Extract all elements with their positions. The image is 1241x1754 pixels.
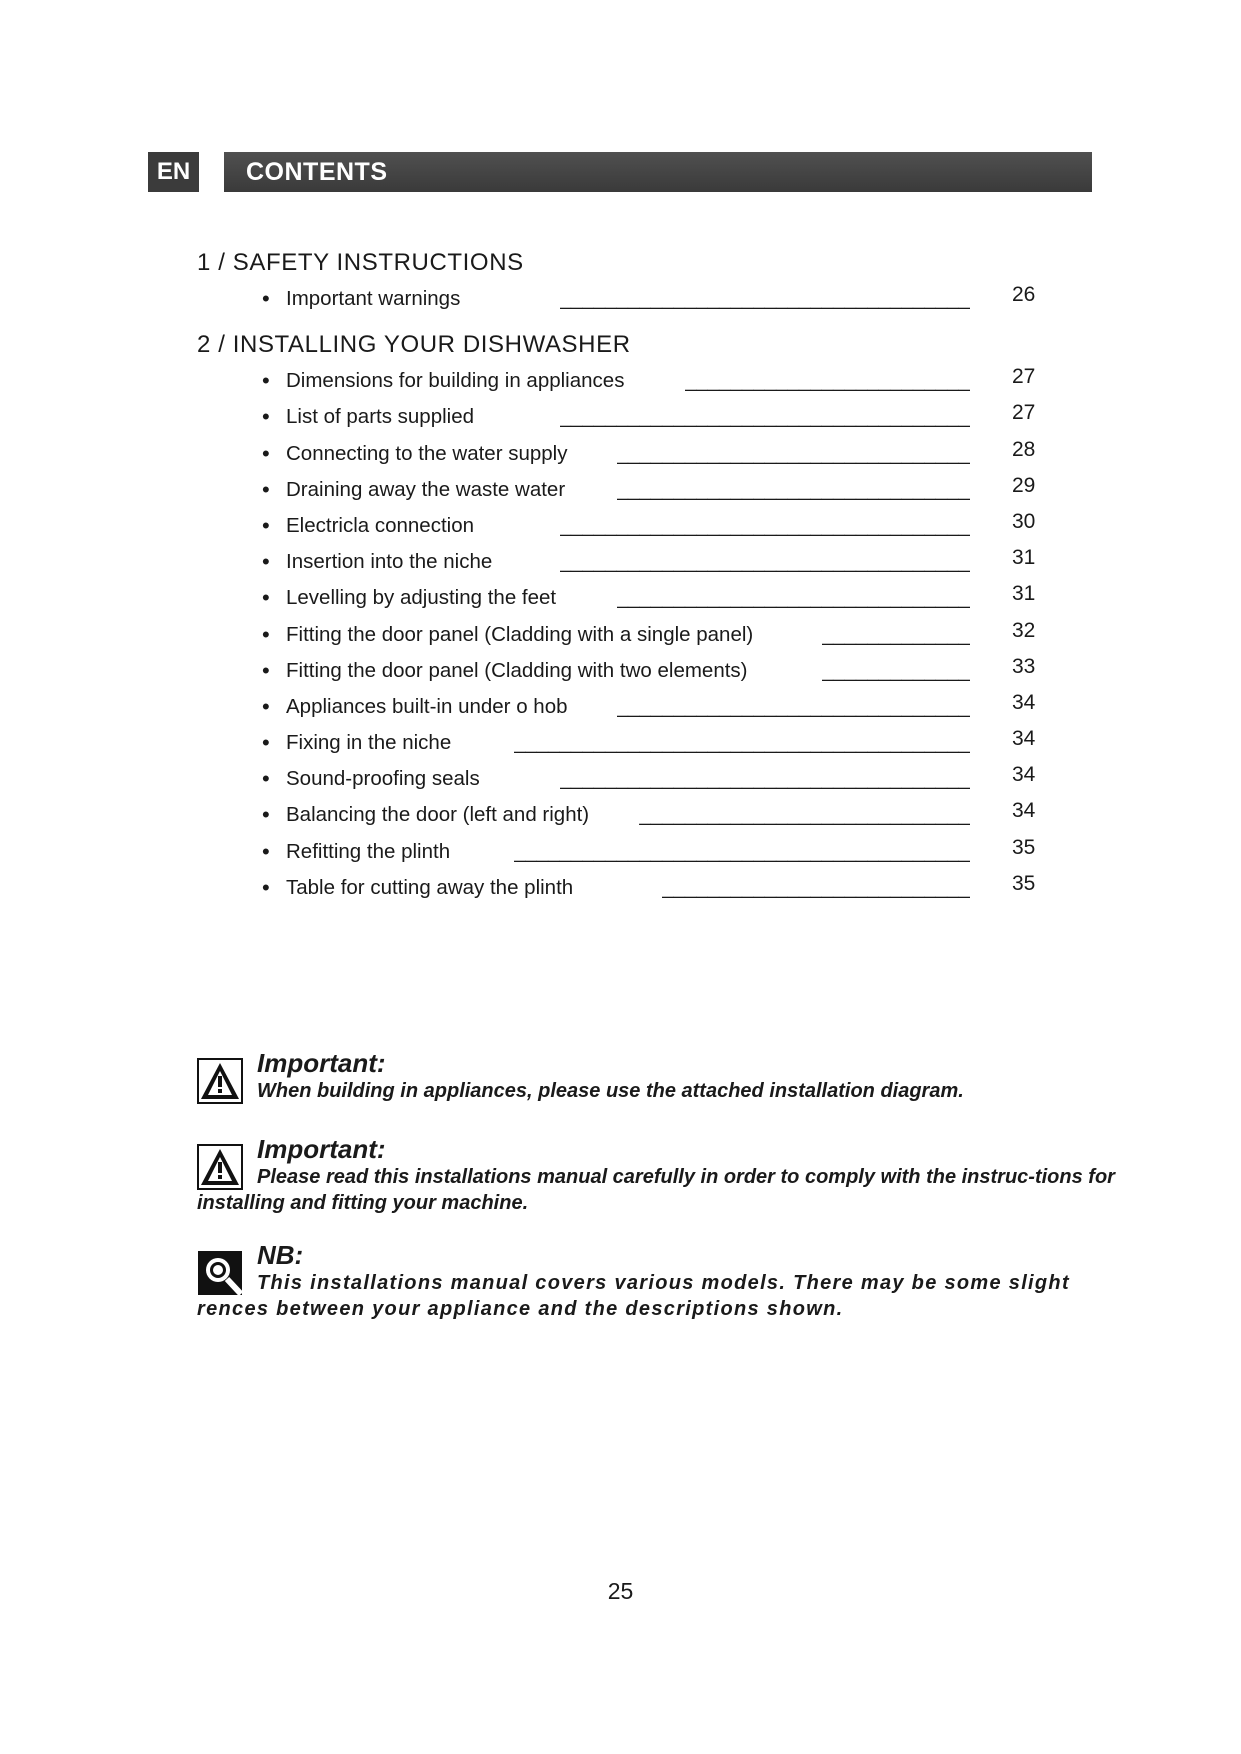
toc-section-title: 2 / INSTALLING YOUR DISHWASHER [197,331,631,359]
toc-leader-line: ____________________________________ [559,767,970,791]
toc-entry-label: Draining away the waste water [286,477,566,501]
toc-leader-line: _______________________________ [616,694,970,718]
toc-entry[interactable] [197,834,1077,870]
toc-leader-line: ____________________________________ [559,287,970,310]
toc-leader-line: _____________________________ [639,803,970,827]
toc-entry[interactable] [197,653,1077,689]
bullet-icon: • [262,286,270,311]
toc-entry[interactable] [197,508,1077,544]
note-heading: Important: [257,1048,386,1078]
bullet-icon: • [262,838,270,864]
toc-entry-label: Fitting the door panel (Cladding with two elements) [286,658,748,682]
toc-page-number: 26 [1012,283,1036,306]
toc-leader-line: ___________________________ [662,875,970,899]
toc-entry[interactable] [197,472,1077,508]
toc-entry[interactable] [197,617,1077,653]
toc-page-number: 35 [1012,835,1036,859]
toc-leader-line: ________________________________________ [513,731,970,755]
table-of-contents [197,245,1077,906]
toc-entry-label: Sound-proofing seals [286,767,480,791]
bullet-icon: • [262,693,270,719]
toc-entry-label: Fixing in the niche [286,731,452,755]
note-text: Please read this installations manual carefully in order to comply with the instruc-tions for installing and fitting your machine. [197,1166,1115,1214]
toc-page-number: 34 [1012,799,1036,823]
toc-entry[interactable] [197,281,1077,317]
toc-entry[interactable] [197,580,1077,616]
toc-page-number: 32 [1012,618,1036,642]
toc-leader-line: _______________________________ [616,586,970,610]
bullet-icon: • [262,766,270,792]
toc-entry-label: Fitting the door panel (Cladding with a single panel) [286,622,754,646]
toc-page-number: 31 [1012,582,1036,606]
bullet-icon: • [262,621,270,647]
toc-page-number: 28 [1012,437,1036,461]
toc-page-number: 34 [1012,727,1036,751]
bullet-icon: • [262,404,270,430]
toc-entry-label: Levelling by adjusting the feet [286,586,557,610]
toc-page-number: 27 [1012,365,1036,389]
toc-entry-label: Dimensions for building in appliances [286,369,625,393]
note-heading: NB: [257,1240,304,1270]
toc-page-number: 27 [1012,401,1036,425]
toc-entry[interactable] [197,436,1077,472]
toc-leader-line: ____________________________________ [559,550,970,574]
toc-leader-line: _______________________________ [616,477,970,501]
page-title: CONTENTS [224,152,1092,192]
bullet-icon: • [262,549,270,575]
toc-entry[interactable] [197,399,1077,435]
toc-entry-label: List of parts supplied [286,405,475,429]
note-text: This installations manual covers various models. There may be some slight rences between your appliance and the descriptions shown. [197,1272,1070,1320]
toc-entry-label: Connecting to the water supply [286,441,568,465]
toc-page-number: 30 [1012,509,1036,533]
toc-entry[interactable] [197,689,1077,725]
toc-entry-label: Important warnings [286,287,461,310]
bullet-icon: • [262,657,270,683]
toc-leader-line: _______________________________ [616,441,970,465]
page-number: 25 [607,1578,634,1604]
bullet-icon: • [262,368,270,394]
bullet-icon: • [262,730,270,756]
bullet-icon: • [262,874,270,900]
toc-entry-label: Balancing the door (left and right) [286,803,590,827]
toc-entry[interactable] [197,363,1077,399]
toc-page-number: 34 [1012,763,1036,787]
toc-page-number: 29 [1012,473,1036,497]
toc-page-number: 33 [1012,654,1036,678]
toc-entry-label: Appliances built-in under o hob [286,694,568,718]
toc-entry[interactable] [197,544,1077,580]
toc-leader-line: _____________ [821,658,970,682]
toc-entry[interactable] [197,761,1077,797]
toc-entry-label: Refitting the plinth [286,839,451,863]
bullet-icon: • [262,512,270,538]
toc-page-number: 35 [1012,871,1036,895]
toc-entry-label: Insertion into the niche [286,550,493,574]
toc-entry[interactable] [197,725,1077,761]
toc-entry-label: Table for cutting away the plinth [286,875,574,899]
note-text: When building in appliances, please use the attached installation diagram. [257,1080,964,1102]
bullet-icon: • [262,585,270,611]
toc-entry-label: Electricla connection [286,513,475,537]
bullet-icon: • [262,440,270,466]
note-heading: Important: [257,1134,386,1164]
toc-entry[interactable] [197,797,1077,833]
toc-page-number: 31 [1012,546,1036,570]
toc-section-title: 1 / SAFETY INSTRUCTIONS [197,249,524,276]
bullet-icon: • [262,476,270,502]
toc-entry[interactable] [197,870,1077,906]
toc-leader-line: ____________________________________ [559,513,970,537]
toc-leader-line: ____________________________________ [559,405,970,429]
toc-leader-line: _____________ [821,622,970,646]
toc-leader-line: _________________________ [684,369,970,393]
language-badge: EN [148,152,199,192]
toc-page-number: 34 [1012,690,1036,714]
bullet-icon: • [262,802,270,828]
toc-leader-line: ________________________________________ [513,839,970,863]
